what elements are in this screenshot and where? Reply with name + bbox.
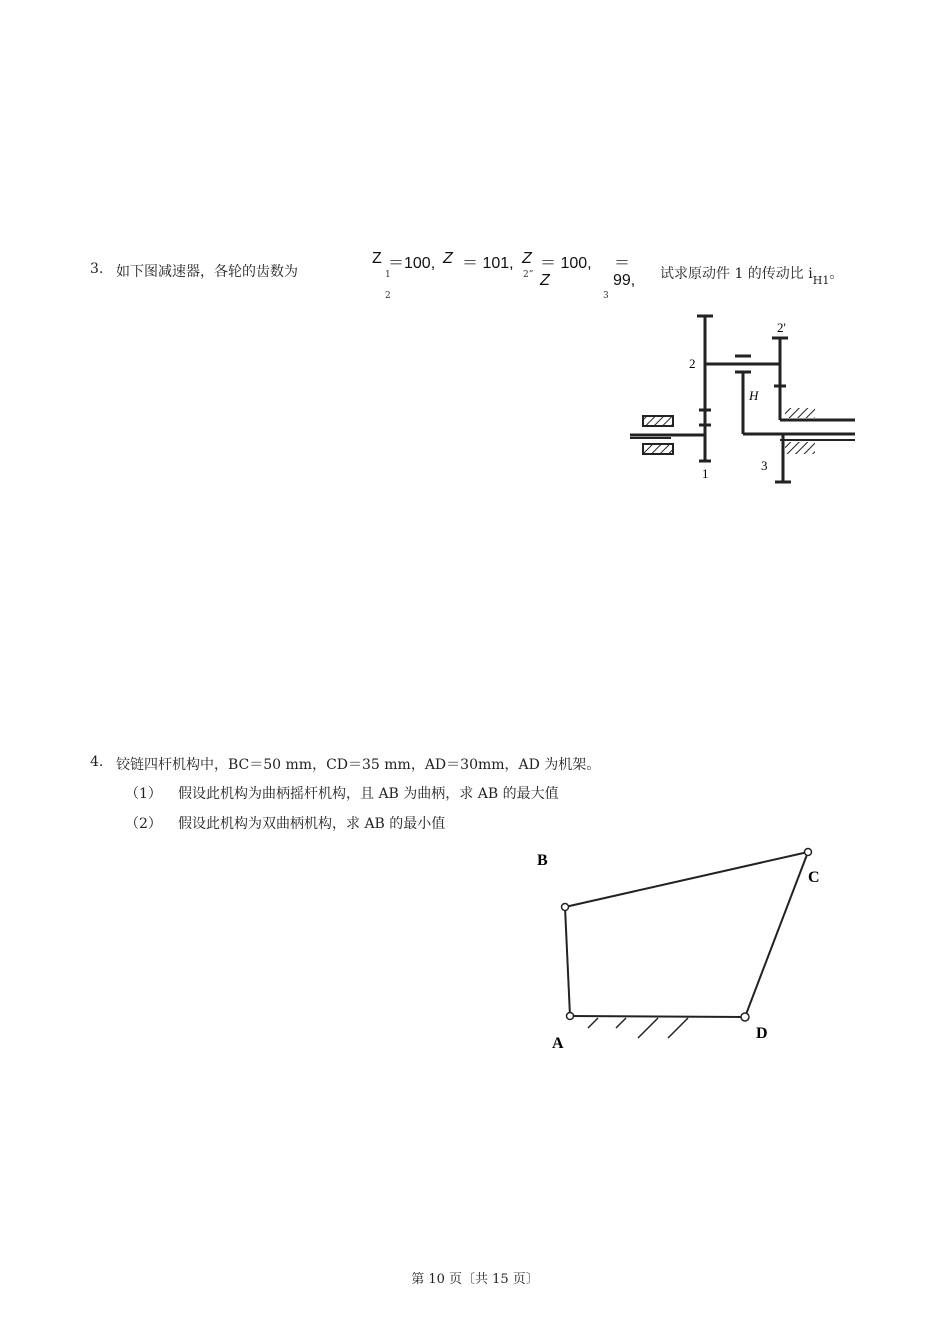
q3-ask-sub: H1 [812, 274, 830, 287]
q3-ask-prefix: 试求原动件 1 的传动比 i [660, 266, 813, 282]
page-footer: 第 10 页〔共 15 页〕 [411, 1272, 539, 1287]
z2p-sub: 2” [523, 270, 534, 280]
gear-train-diagram [625, 310, 865, 490]
z1-sub: 1 [385, 270, 391, 280]
joint-d [741, 1013, 749, 1021]
z3-sub: 3 [603, 291, 609, 301]
z1-letter: Z [372, 250, 382, 267]
joint-c [805, 849, 812, 856]
q4-number: 4. [90, 754, 104, 770]
q3-ask-suffix: 。 [829, 266, 844, 282]
q4-intro: 铰链四杆机构中，BC＝50 mm，CD＝35 mm，AD＝30mm，AD 为机架。 [116, 757, 601, 773]
q3-intro: 如下图减速器，各轮的齿数为 [116, 264, 298, 280]
q4-part2-label: （2） [125, 816, 162, 832]
label-gear2p: 2' [777, 320, 786, 335]
z2-letter: Z [443, 250, 453, 267]
four-bar-linkage-diagram [530, 840, 830, 1060]
z2-value: ＝ 101, [462, 255, 514, 272]
z2p-letter: Z [522, 250, 532, 267]
q4-part2-text: 假设此机构为双曲柄机构，求 AB 的最小值 [178, 816, 446, 832]
label-gear2: 2 [689, 356, 696, 371]
label-a: A [552, 1035, 564, 1052]
joint-a [567, 1013, 574, 1020]
link-cd [745, 852, 808, 1017]
q3-number: 3. [90, 261, 104, 277]
z2p-value: ＝ 100, [540, 255, 592, 272]
q4-part1-text: 假设此机构为曲柄摇杆机构，且 AB 为曲柄，求 AB 的最大值 [178, 786, 559, 802]
bearing-right-bottom [785, 442, 815, 454]
label-b: B [537, 852, 548, 869]
label-gear3: 3 [761, 458, 768, 473]
link-ad-frame [570, 1016, 745, 1017]
bearing-left-top [643, 416, 673, 426]
bearing-right-top [785, 408, 815, 418]
equals-sign: ＝ [614, 255, 631, 272]
q4-part1-label: （1） [125, 786, 162, 802]
q3-ask [660, 263, 844, 287]
z2-sub: 2 [385, 291, 391, 301]
label-carrier: H [749, 388, 759, 403]
label-c: C [808, 869, 820, 886]
z3-letter: Z [540, 272, 550, 289]
z3-value: 99, [613, 272, 636, 289]
bearing-left-bottom [643, 444, 673, 454]
link-bc [565, 852, 808, 907]
joint-b [562, 904, 569, 911]
ground-hatch [588, 1018, 688, 1038]
label-gear1: 1 [702, 466, 709, 481]
z1-value: ＝100, [388, 255, 436, 272]
label-d: D [756, 1025, 768, 1042]
link-ab [565, 907, 570, 1016]
